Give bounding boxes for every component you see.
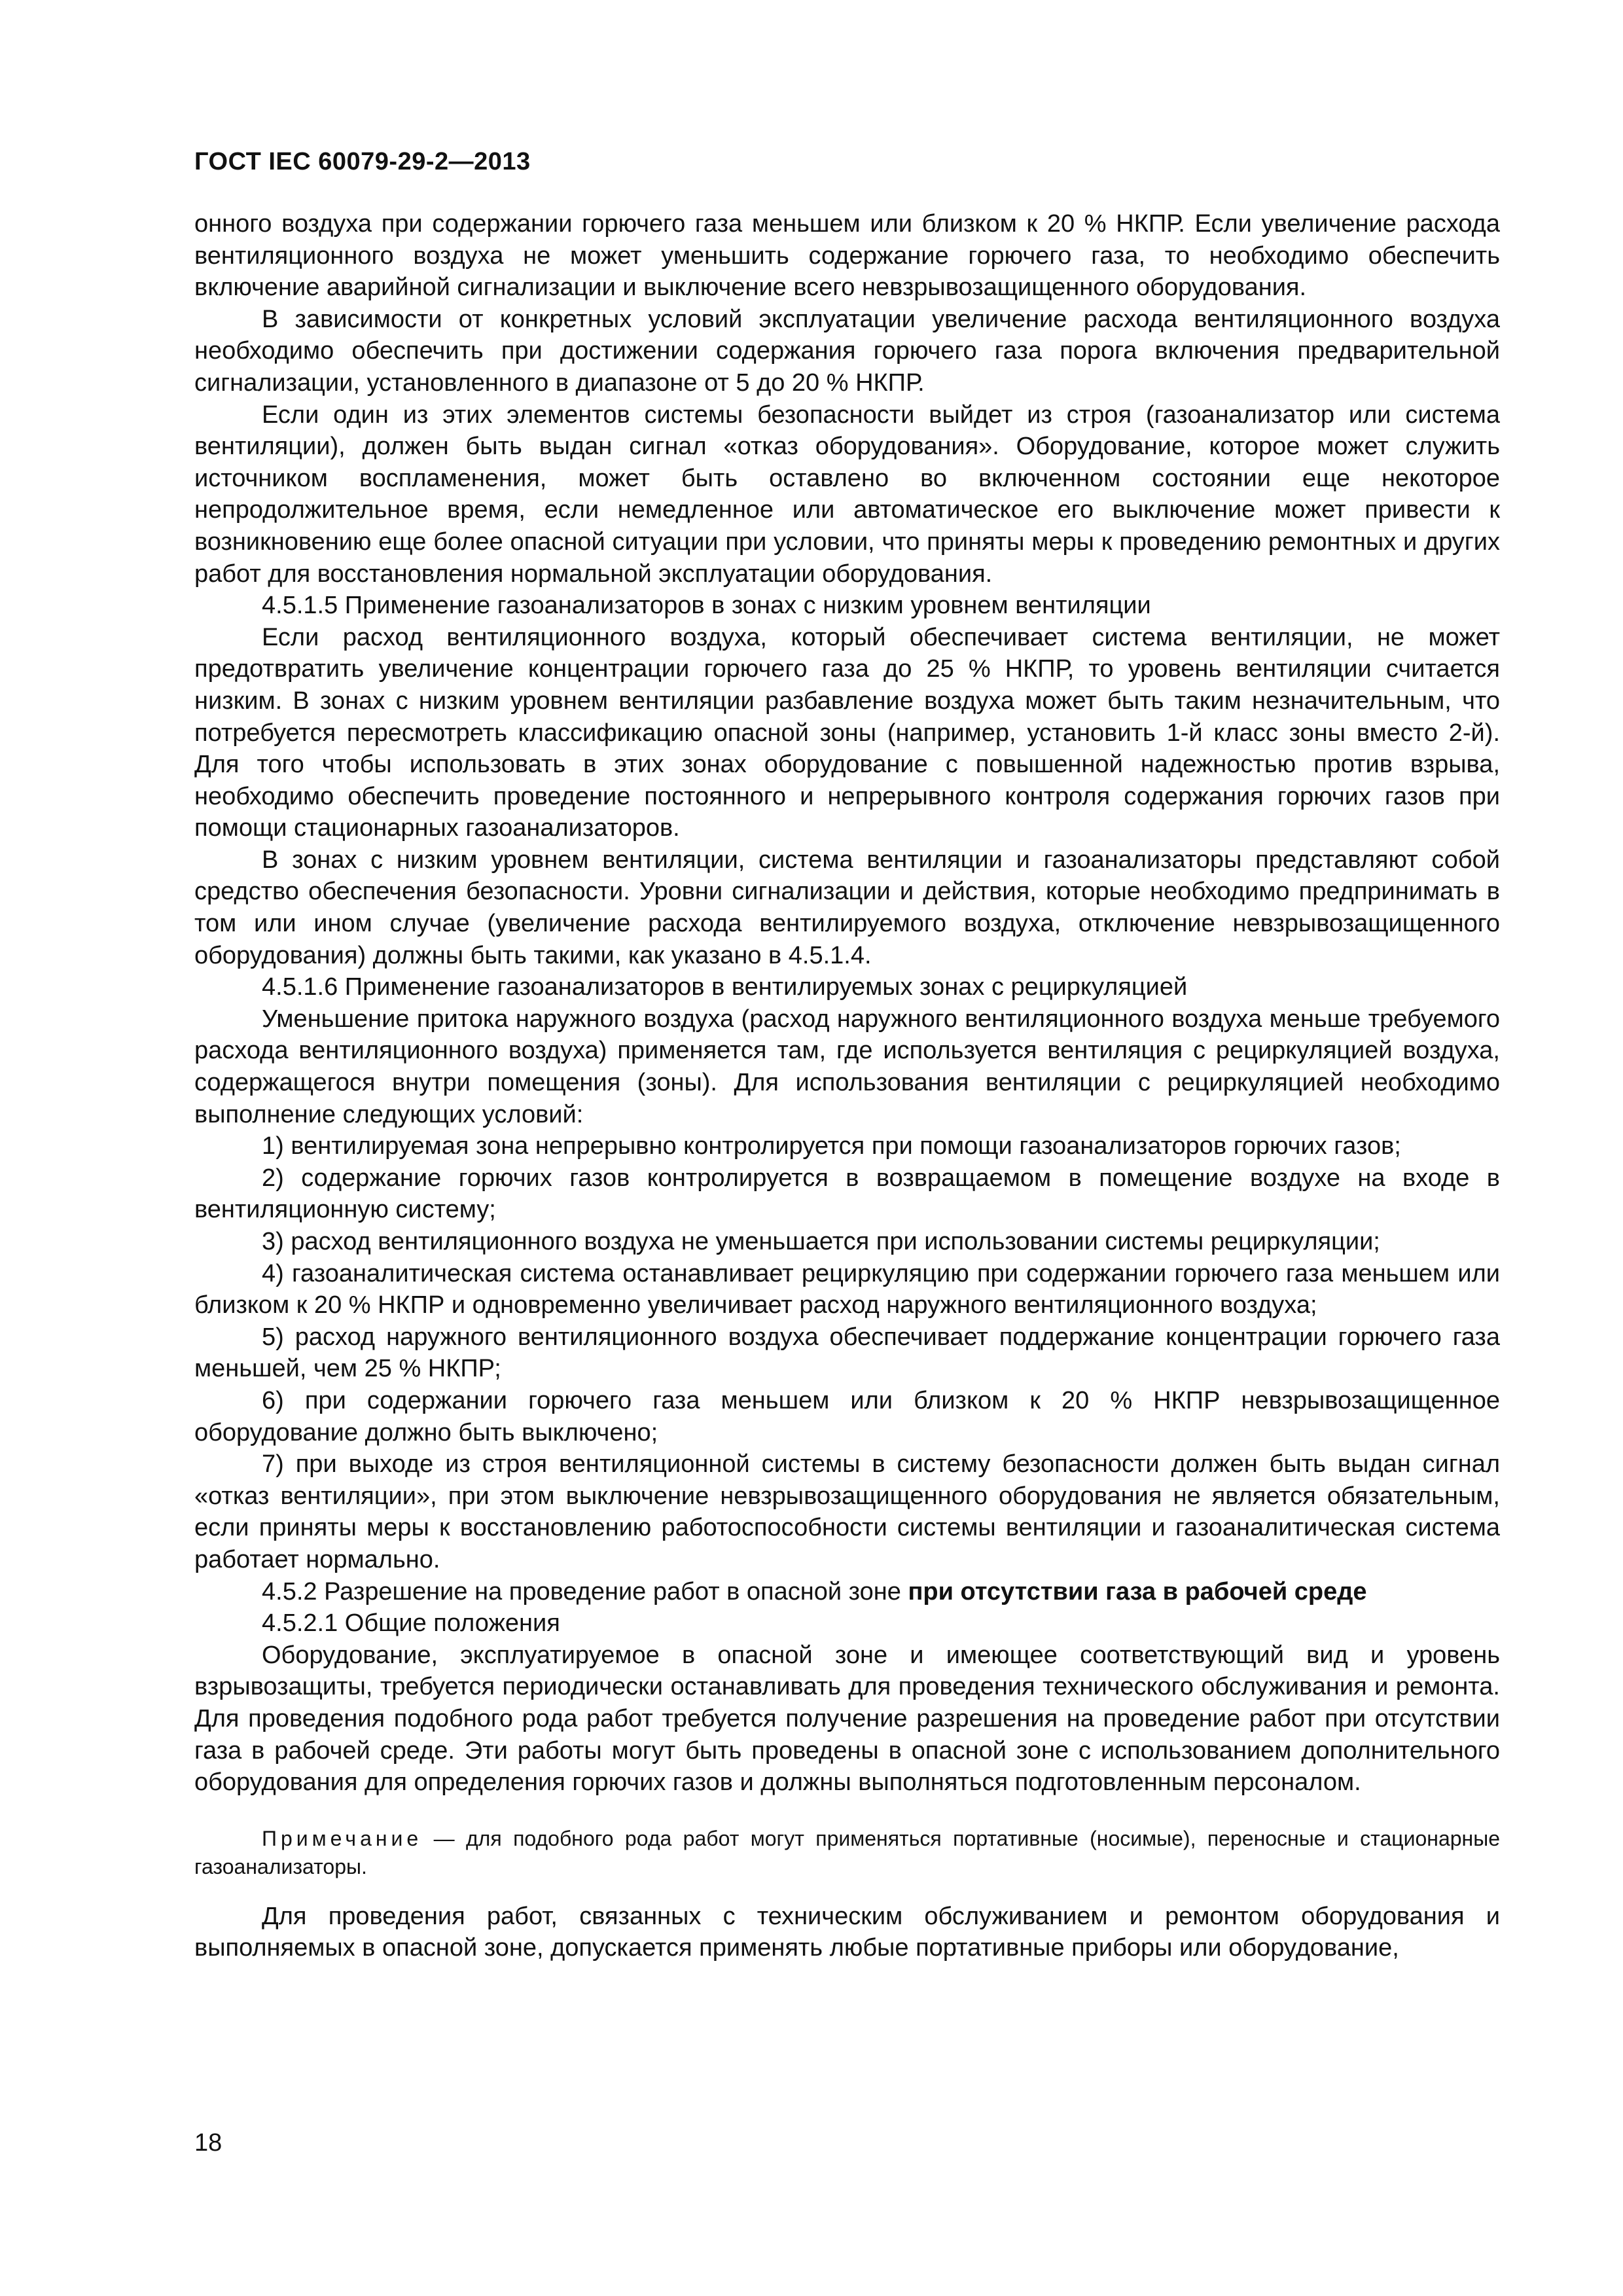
section-heading-4-5-1-5: 4.5.1.5 Применение газоанализаторов в зонах с низким уровнем вентиляции: [262, 592, 1151, 620]
list-item: 1) вентилируемая зона непрерывно контролируется при помощи газоанализаторов горючих газов;: [262, 1132, 1401, 1160]
section-heading-prefix: 4.5.2 Разрешение на проведение работ в опасной зоне: [262, 1577, 908, 1605]
paragraph: Для проведения работ, связанных с техническим обслуживанием и ремонтом оборудования и выполняемых в опасной зоне, допускается применять любые портативные приборы или оборудование,: [194, 1902, 1500, 1962]
page-number: 18: [194, 2129, 223, 2157]
paragraph: Если расход вентиляционного воздуха, который обеспечивает система вентиляции, не может предотвратить увеличение концентрации горючего газа до 25 % НКПР, то уровень вентиляции считается низким. В зонах с низким уровнем вентиляции разбавление воздуха может быть таким незначительным, что потребуется пересмотреть классификацию опасной зоны (например, установить 1-й класс зоны вместо 2-й). Для того чтобы использовать в этих зонах оборудование с повышенной надежностью против взрыва, необходимо обеспечить проведение постоянного и непрерывного контроля содержания горючих газов при помощи стационарных газоанализаторов.: [194, 623, 1500, 842]
list-item: 4) газоаналитическая система останавливает рециркуляцию при содержании горючего газа меньшем или близком к 20 % НКПР и одновременно увеличивает расход наружного вентиляционного воздуха;: [194, 1259, 1500, 1319]
paragraph: онного воздуха при содержании горючего газа меньшем или близком к 20 % НКПР. Если увеличение расхода вентиляционного воздуха не может уменьшить содержание горючего газа, то необходимо обеспечить включение аварийной сигнализации и выключение всего невзрывозащищенного оборудования.: [194, 210, 1500, 302]
list-item: 3) расход вентиляционного воздуха не уменьшается при использовании системы рециркуляции;: [262, 1228, 1380, 1255]
document-header: ГОСТ IEC 60079-29-2—2013: [194, 148, 531, 175]
list-item: 5) расход наружного вентиляционного воздуха обеспечивает поддержание концентрации горючего газа меньшей, чем 25 % НКПР;: [194, 1323, 1500, 1383]
paragraph: Если один из этих элементов системы безопасности выйдет из строя (газоанализатор или система вентиляции), должен быть выдан сигнал «отказ оборудования». Оборудование, которое может служить источником воспламенения, может быть оставлено во включенном состоянии еще некоторое непродолжительное время, если немедленное или автоматическое его выключение может привести к возникновению еще более опасной ситуации при условии, что приняты меры к проведению ремонтных и других работ для восстановления нормальной эксплуатации оборудования.: [194, 401, 1500, 588]
section-heading-4-5-2: [194, 1576, 1500, 1608]
note-label: Примечание: [262, 1826, 423, 1850]
paragraph: Уменьшение притока наружного воздуха (расход наружного вентиляционного воздуха меньше требуемого расхода вентиляционного воздуха) применяется там, где используется вентиляция с рециркуляцией воздуха, содержащегося внутри помещения (зоны). Для использования вентиляции с рециркуляцией необходимо выполнение следующих условий:: [194, 1005, 1500, 1128]
note: [194, 1825, 1500, 1881]
paragraph: В зонах с низким уровнем вентиляции, система вентиляции и газоанализаторы представляют собой средство обеспечения безопасности. Уровни сигнализации и действия, которые необходимо предпринимать в том или ином случае (увеличение расхода вентилируемого воздуха, отключение невзрывозащищенного оборудования) должны быть такими, как указано в 4.5.1.4.: [194, 846, 1500, 969]
paragraph: В зависимости от конкретных условий эксплуатации увеличение расхода вентиляционного воздуха необходимо обеспечить при достижении содержания горючего газа порога включения предварительной сигнализации, установленного в диапазоне от 5 до 20 % НКПР.: [194, 305, 1500, 397]
note-text: — для подобного рода работ могут применяться портативные (носимые), переносные и стационарные газоанализаторы.: [194, 1826, 1500, 1878]
list-item: 2) содержание горючих газов контролируется в возвращаемом в помещение воздухе на входе в вентиляционную систему;: [194, 1164, 1500, 1224]
section-heading-4-5-1-6: 4.5.1.6 Применение газоанализаторов в вентилируемых зонах с рециркуляцией: [262, 973, 1188, 1001]
paragraph: Оборудование, эксплуатируемое в опасной зоне и имеющее соответствующий вид и уровень взрывозащиты, требуется периодически останавливать для проведения технического обслуживания и ремонта. Для проведения подобного рода работ требуется получение разрешения на проведение работ при отсутствии газа в рабочей среде. Эти работы могут быть проведены в опасной зоне с использованием дополнительного оборудования для определения горючих газов и должны выполняться подготовленным персоналом.: [194, 1641, 1500, 1797]
list-item: 6) при содержании горючего газа меньшем или близком к 20 % НКПР невзрывозащищенное оборудование должно быть выключено;: [194, 1386, 1500, 1446]
document-body: [194, 208, 1500, 1964]
list-item: 7) при выходе из строя вентиляционной системы в систему безопасности должен быть выдан сигнал «отказ вентиляции», при этом выключение невзрывозащищенного оборудования не является обязательным, если приняты меры к восстановлению работоспособности системы вентиляции и газоаналитическая система работает нормально.: [194, 1450, 1500, 1573]
section-heading-bold: при отсутствии газа в рабочей среде: [908, 1577, 1367, 1605]
section-heading-4-5-2-1: 4.5.2.1 Общие положения: [262, 1609, 560, 1638]
